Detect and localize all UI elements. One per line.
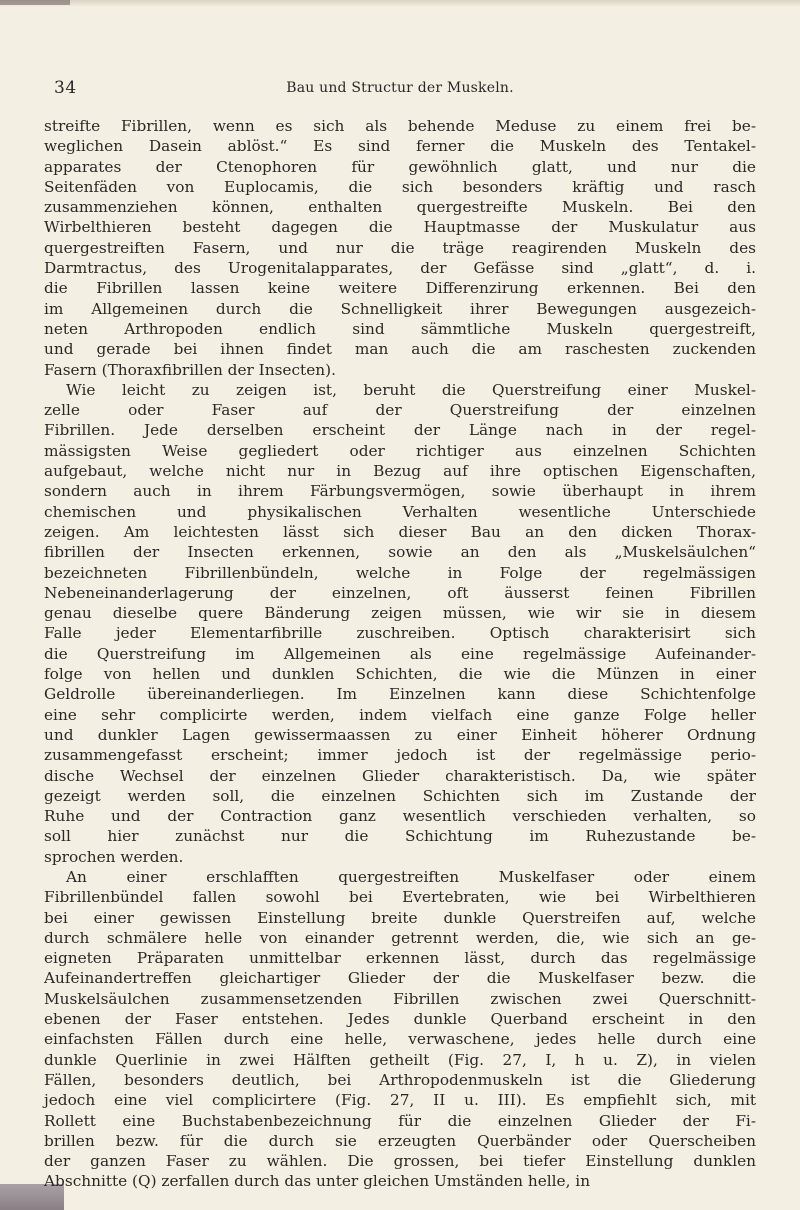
- text-line: jedoch eine viel complicirtere (Fig. 27, II u. III). Es empfiehlt sich, mit: [44, 1091, 756, 1110]
- running-head: Bau und Structur der Muskeln.: [286, 80, 514, 96]
- text-line: gezeigt werden soll, die einzelnen Schichten sich im Zustande der: [44, 786, 756, 805]
- text-line: einfachsten Fällen durch eine helle, verwaschene, jedes helle durch eine: [44, 1030, 756, 1049]
- text-line: An einer erschlafften quergestreiften Muskelfaser oder einem: [66, 867, 756, 886]
- book-page: [44, 0, 756, 1191]
- text-line: Ruhe und der Contraction ganz wesentlich verschieden verhalten, so: [44, 807, 756, 826]
- text-line: Geldrolle übereinanderliegen. Im Einzelnen kann diese Schichtenfolge: [44, 685, 756, 704]
- text-line: sondern auch in ihrem Färbungsvermögen, sowie überhaupt in ihrem: [44, 482, 756, 501]
- text-line: Seitenfäden von Euplocamis, die sich besonders kräftig und rasch: [44, 177, 756, 196]
- text-line: soll hier zunächst nur die Schichtung im Ruhezustande be-: [44, 827, 756, 846]
- text-line: zusammenziehen können, enthalten quergestreifte Muskeln. Bei den: [44, 198, 756, 217]
- text-line: Fasern (Thoraxfibrillen der Insecten).: [44, 360, 336, 379]
- text-line: der ganzen Faser zu wählen. Die grossen, bei tiefer Einstellung dunklen: [44, 1152, 756, 1171]
- text-line: Abschnitte (Q) zerfallen durch das unter gleichen Umständen helle, in: [44, 1172, 591, 1191]
- text-line: streifte Fibrillen, wenn es sich als behende Meduse zu einem frei be-: [44, 117, 756, 135]
- text-line: und dunkler Lagen gewissermaassen zu einer Einheit höherer Ordnung: [44, 725, 756, 744]
- text-line: Wirbelthieren besteht dagegen die Hauptmasse der Muskulatur aus: [44, 218, 756, 237]
- text-line: Fibrillenbündel fallen sowohl bei Evertebraten, wie bei Wirbelthieren: [44, 888, 756, 907]
- text-line: eine sehr complicirte werden, indem vielfach eine ganze Folge heller: [44, 705, 756, 724]
- text-line: chemischen und physikalischen Verhalten wesentliche Unterschiede: [44, 502, 756, 521]
- text-line: Fällen, besonders deutlich, bei Arthropodenmuskeln ist die Gliederung: [44, 1070, 756, 1089]
- text-line: apparates der Ctenophoren für gewöhnlich glatt, und nur die: [44, 157, 756, 176]
- text-line: genau dieselbe quere Bänderung zeigen müssen, wie wir sie in diesem: [44, 604, 756, 623]
- text-line: mässigsten Weise gegliedert oder richtiger aus einzelnen Schichten: [44, 441, 756, 460]
- text-line: bezeichneten Fibrillenbündeln, welche in Folge der regelmässigen: [44, 563, 756, 582]
- text-line: die Querstreifung im Allgemeinen als eine regelmässige Aufeinander-: [44, 644, 756, 663]
- text-line: durch schmälere helle von einander getrennt werden, die, wie sich an ge-: [44, 928, 756, 947]
- text-line: Rollett eine Buchstabenbezeichnung für die einzelnen Glieder der Fi-: [44, 1111, 756, 1130]
- text-line: die Fibrillen lassen keine weitere Differenzirung erkennen. Bei den: [44, 279, 756, 298]
- text-line: Fibrillen. Jede derselben erscheint der Länge nach in der regel-: [44, 421, 756, 440]
- text-line: weglichen Dasein ablöst.“ Es sind ferner die Muskeln des Tentakel-: [44, 137, 756, 156]
- text-line: Nebeneinanderlagerung der einzelnen, oft äusserst feinen Fibrillen: [44, 583, 756, 602]
- text-line: sprochen werden.: [44, 847, 184, 866]
- text-line: quergestreiften Fasern, und nur die träge reagirenden Muskeln des: [44, 238, 756, 257]
- text-line: zeigen. Am leichtesten lässt sich dieser Bau an den dicken Thorax-: [44, 522, 756, 541]
- text-line: dische Wechsel der einzelnen Glieder charakteristisch. Da, wie später: [44, 766, 756, 785]
- text-line: und gerade bei ihnen findet man auch die am raschesten zuckenden: [44, 340, 756, 359]
- text-line: Falle jeder Elementarfibrille zuschreiben. Optisch charakterisirt sich: [44, 624, 756, 643]
- text-line: fibrillen der Insecten erkennen, sowie an den als „Muskelsäulchen“: [44, 543, 756, 562]
- page-header: [44, 78, 756, 106]
- text-line: bei einer gewissen Einstellung breite dunkle Querstreifen auf, welche: [44, 908, 756, 927]
- text-line: eigneten Präparaten unmittelbar erkennen lässt, durch das regelmässige: [44, 949, 756, 968]
- text-line: im Allgemeinen durch die Schnelligkeit ihrer Bewegungen ausgezeich-: [44, 299, 756, 318]
- text-line: zelle oder Faser auf der Querstreifung der einzelnen: [44, 401, 756, 420]
- body-text: [44, 116, 756, 1192]
- page-number: 34: [54, 78, 77, 98]
- text-line: Muskelsäulchen zusammensetzenden Fibrillen zwischen zwei Querschnitt-: [44, 989, 756, 1008]
- text-line: neten Arthropoden endlich sind sämmtliche Muskeln quergestreift,: [44, 319, 756, 338]
- text-line: Darmtractus, des Urogenitalapparates, der Gefässe sind „glatt“, d. i.: [44, 259, 756, 278]
- text-line: brillen bezw. für die durch sie erzeugten Querbänder oder Querscheiben: [44, 1131, 756, 1150]
- text-line: aufgebaut, welche nicht nur in Bezug auf ihre optischen Eigenschaften,: [44, 462, 756, 481]
- text-line: folge von hellen und dunklen Schichten, die wie die Münzen in einer: [44, 665, 756, 684]
- text-line: zusammengefasst erscheint; immer jedoch ist der regelmässige perio-: [44, 746, 756, 765]
- text-line: Aufeinandertreffen gleichartiger Glieder der die Muskelfaser bezw. die: [44, 969, 756, 988]
- text-line: ebenen der Faser entstehen. Jedes dunkle Querband erscheint in den: [44, 1010, 756, 1029]
- text-line: Wie leicht zu zeigen ist, beruht die Querstreifung einer Muskel-: [66, 380, 756, 399]
- text-line: dunkle Querlinie in zwei Hälften getheilt (Fig. 27, I, h u. Z), in vielen: [44, 1050, 756, 1069]
